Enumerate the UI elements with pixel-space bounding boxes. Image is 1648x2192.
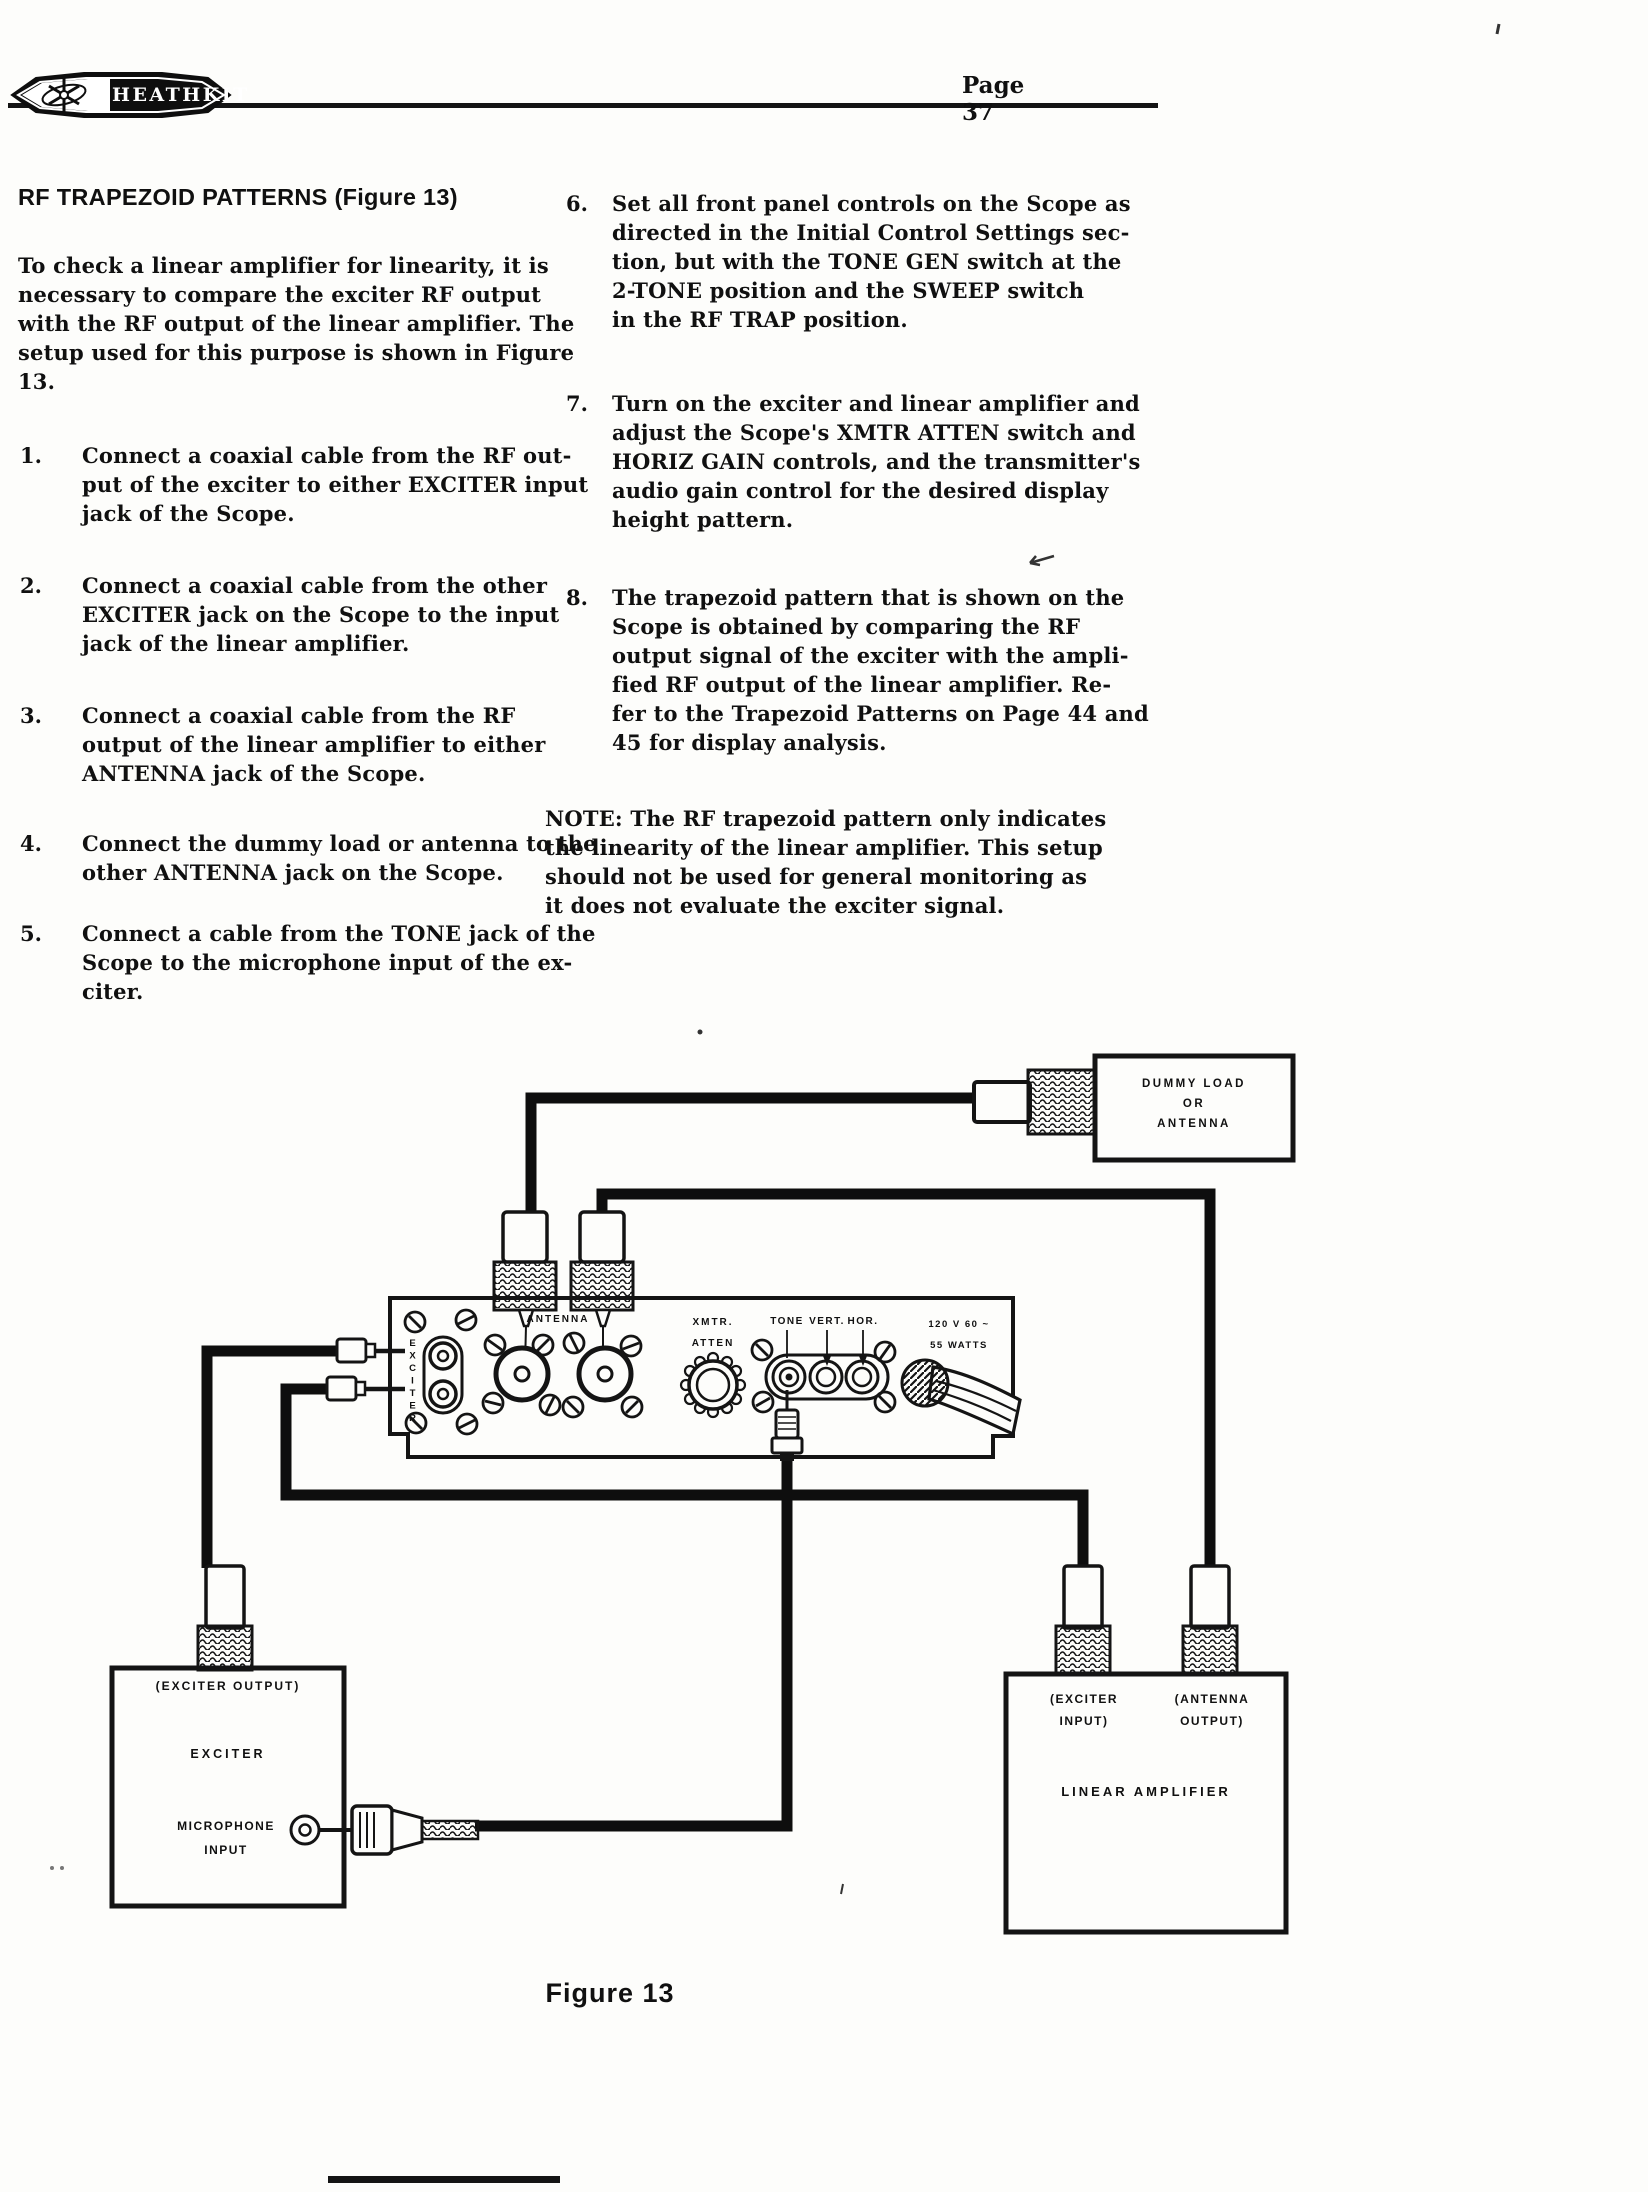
exciter-output-label: (EXCITER OUTPUT) (155, 1679, 301, 1693)
tone-jack-label: TONE (770, 1316, 804, 1327)
logo-text: HEATHKIT (112, 84, 250, 106)
step-text: Connect a cable from the TONE jack of the Scope to the microphone input of the ex- citer. (82, 921, 596, 1004)
step-text: Connect the dummy load or antenna to the other ANTENNA jack on the Scope. (82, 831, 597, 885)
exciter-output-connector-icon (198, 1566, 252, 1670)
figure-caption: Figure 13 (545, 1978, 675, 2008)
cable-tone-to-mic (475, 1455, 787, 1826)
step-number: 1. (20, 443, 42, 468)
microphone-plug-icon (352, 1806, 478, 1854)
step-number: 7. (566, 391, 588, 416)
xmtr-atten-label: XMTR. ATTEN (691, 1317, 735, 1349)
amp-exciter-input-label: (EXCITER INPUT) (1049, 1692, 1118, 1728)
intro-paragraph: To check a linear amplifier for linearity, it is necessary to compare the exciter RF output with the RF output of the linear amplifier. The setup used for this purpose is shown in Figure 13. (18, 253, 575, 394)
step-number: 4. (20, 831, 42, 856)
step-text: The trapezoid pattern that is shown on the Scope is obtained by comparing the RF output signal of the exciter with the ampli- fied RF output of the linear amplifier. Re- fer to the Trapezoid Patterns on Page 44 and 45 for display analysis. (612, 585, 1149, 755)
exciter-jacks-label: EXCITER (407, 1338, 418, 1426)
hor-jack-label: HOR. (847, 1316, 879, 1327)
antenna-jacks-label: ANTENNA (526, 1314, 590, 1325)
exciter-input-connector-icon (1056, 1566, 1110, 1674)
scan-bar (328, 2176, 560, 2183)
step-text: Connect a coaxial cable from the RF output of the linear amplifier to either ANTENNA jack of the Scope. (82, 703, 546, 786)
dummy-load-connector-icon (974, 1070, 1096, 1134)
power-rating-label: 120 V 60 ~ 55 WATTS (928, 1319, 990, 1351)
step-number: 3. (20, 703, 42, 728)
pen-arrow-mark (1030, 556, 1054, 565)
vert-jack-label: VERT. (809, 1316, 845, 1327)
microphone-input-label: MICROPHONE INPUT (177, 1819, 275, 1857)
section-title: RF TRAPEZOID PATTERNS (Figure 13) (18, 184, 458, 210)
step-text: Turn on the exciter and linear amplifier and adjust the Scope's XMTR ATTEN switch and HORIZ GAIN controls, and the transmitter's audio gain control for the desired display height pattern. (612, 391, 1141, 532)
exciter-name-label: EXCITER (190, 1747, 266, 1761)
step-number: 2. (20, 573, 42, 598)
note-paragraph: NOTE: The RF trapezoid pattern only indicates the linearity of the linear amplifier. This setup should not be used for general monitoring as it does not evaluate the exciter signal. (545, 806, 1107, 918)
step-number: 5. (20, 921, 42, 946)
dummy-load-label: DUMMY LOAD OR ANTENNA (1141, 1078, 1246, 1130)
step-number: 6. (566, 191, 588, 216)
page-number: Page 37 (962, 72, 1025, 126)
antenna-jack-right (579, 1348, 631, 1400)
amp-antenna-output-label: (ANTENNA OUTPUT) (1174, 1692, 1250, 1728)
power-grommet (902, 1360, 948, 1406)
antenna-output-connector-icon (1183, 1566, 1237, 1674)
step-text: Connect a coaxial cable from the other EXCITER jack on the Scope to the input jack of the linear amplifier. (82, 573, 560, 656)
step-text: Set all front panel controls on the Scope as directed in the Initial Control Settings sec- tion, but with the TONE GEN switch at the 2-TONE position and the SWEEP switch in the RF TRAP position. (612, 191, 1131, 332)
step-text: Connect a coaxial cable from the RF out- put of the exciter to either EXCITER input jack of the Scope. (82, 443, 589, 526)
step-number: 8. (566, 585, 588, 610)
exciter-box (112, 1668, 344, 1906)
linear-amplifier-name-label: LINEAR AMPLIFIER (1061, 1784, 1231, 1799)
